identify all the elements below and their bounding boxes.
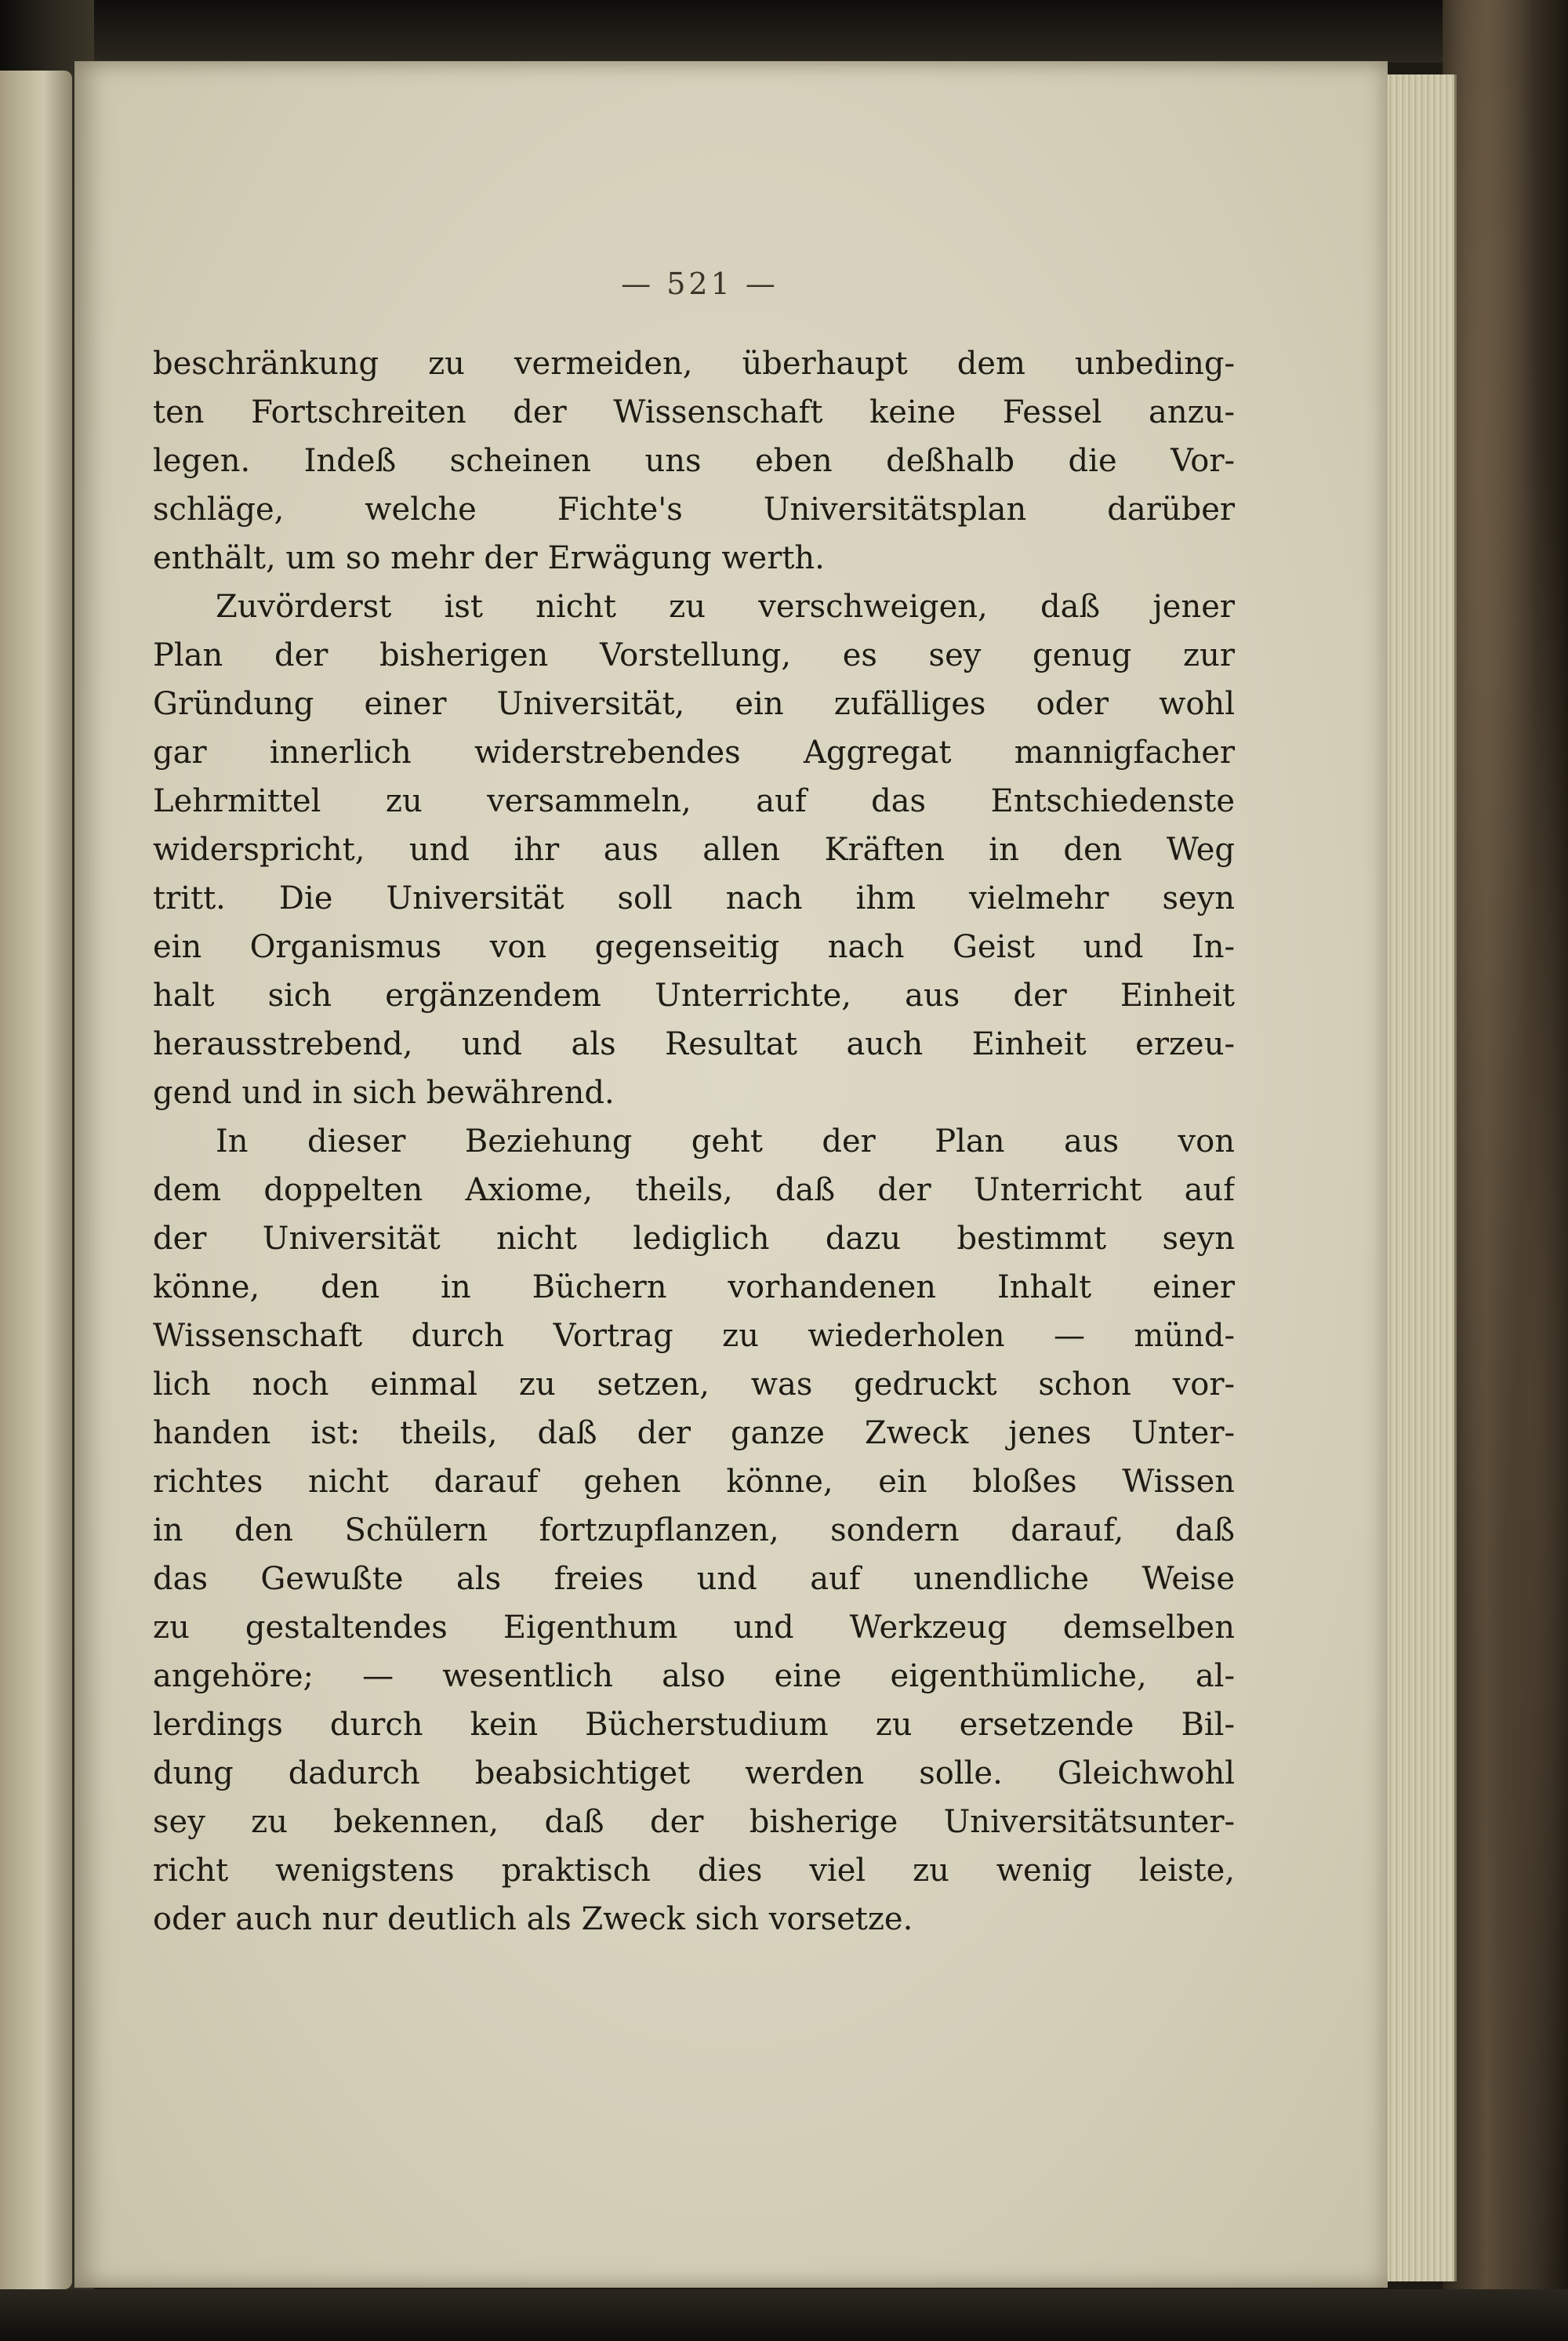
facing-page-edge: [0, 71, 72, 2289]
text-line: Gründung einer Universität, ein zufälliges oder wohl: [153, 686, 1235, 722]
text-line: beschränkung zu vermeiden, überhaupt dem unbeding-: [153, 346, 1235, 382]
page-number: — 521 —: [621, 267, 779, 301]
text-line: Zuvörderst ist nicht zu verschweigen, daß jener: [216, 589, 1235, 625]
text-line: richtes nicht darauf gehen könne, ein bloßes Wissen: [153, 1464, 1235, 1500]
text-line: widerspricht, und ihr aus allen Kräften in den Weg: [153, 832, 1235, 868]
text-line: schläge, welche Fichte's Universitätsplan darüber: [153, 492, 1235, 528]
book-cover-right: [1443, 0, 1568, 2341]
text-line: dung dadurch beabsichtiget werden solle. Gleichwohl: [153, 1755, 1235, 1791]
book-cover-bottom: [0, 2289, 1568, 2341]
text-line: sey zu bekennen, daß der bisherige Universitätsunter-: [153, 1804, 1235, 1840]
text-line: lerdings durch kein Bücherstudium zu ersetzende Bil-: [153, 1707, 1235, 1743]
text-line: legen. Indeß scheinen uns eben deßhalb die Vor-: [153, 443, 1235, 479]
book-cover-top: [0, 0, 1568, 63]
book-page: [74, 61, 1388, 2288]
text-line: der Universität nicht lediglich dazu bestimmt seyn: [153, 1221, 1235, 1257]
body-text: [153, 339, 1235, 1944]
text-line: in den Schülern fortzupflanzen, sondern darauf, daß: [153, 1512, 1235, 1548]
text-line: zu gestaltendes Eigenthum und Werkzeug demselben: [153, 1610, 1235, 1646]
text-line: das Gewußte als freies und auf unendliche Weise: [153, 1561, 1235, 1597]
text-line: ten Fortschreiten der Wissenschaft keine Fessel anzu-: [153, 394, 1235, 430]
text-line: ein Organismus von gegenseitig nach Geist und In-: [153, 929, 1235, 965]
text-line: herausstrebend, und als Resultat auch Einheit erzeu-: [153, 1026, 1235, 1062]
text-line: tritt. Die Universität soll nach ihm vielmehr seyn: [153, 880, 1235, 916]
text-line: Plan der bisherigen Vorstellung, es sey genug zur: [153, 637, 1235, 673]
text-line: gend und in sich bewährend.: [153, 1075, 615, 1111]
text-line: angehöre; — wesentlich also eine eigenthümliche, al-: [153, 1658, 1235, 1694]
page-stack-edge: [1380, 74, 1457, 2281]
text-line: halt sich ergänzendem Unterrichte, aus der Einheit: [153, 978, 1235, 1014]
text-line: richt wenigstens praktisch dies viel zu wenig leiste,: [153, 1853, 1235, 1889]
text-line: handen ist: theils, daß der ganze Zweck jenes Unter-: [153, 1415, 1235, 1451]
text-line: Lehrmittel zu versammeln, auf das Entschiedenste: [153, 783, 1235, 819]
text-line: enthält, um so mehr der Erwägung werth.: [153, 540, 825, 576]
text-line: oder auch nur deutlich als Zweck sich vorsetze.: [153, 1901, 913, 1937]
text-line: könne, den in Büchern vorhandenen Inhalt einer: [153, 1269, 1235, 1305]
text-line: dem doppelten Axiome, theils, daß der Unterricht auf: [153, 1172, 1235, 1208]
text-line: lich noch einmal zu setzen, was gedruckt schon vor-: [153, 1366, 1235, 1403]
text-line: In dieser Beziehung geht der Plan aus von: [216, 1123, 1235, 1160]
text-line: gar innerlich widerstrebendes Aggregat mannigfacher: [153, 735, 1235, 771]
text-line: Wissenschaft durch Vortrag zu wiederholen — münd-: [153, 1318, 1235, 1354]
